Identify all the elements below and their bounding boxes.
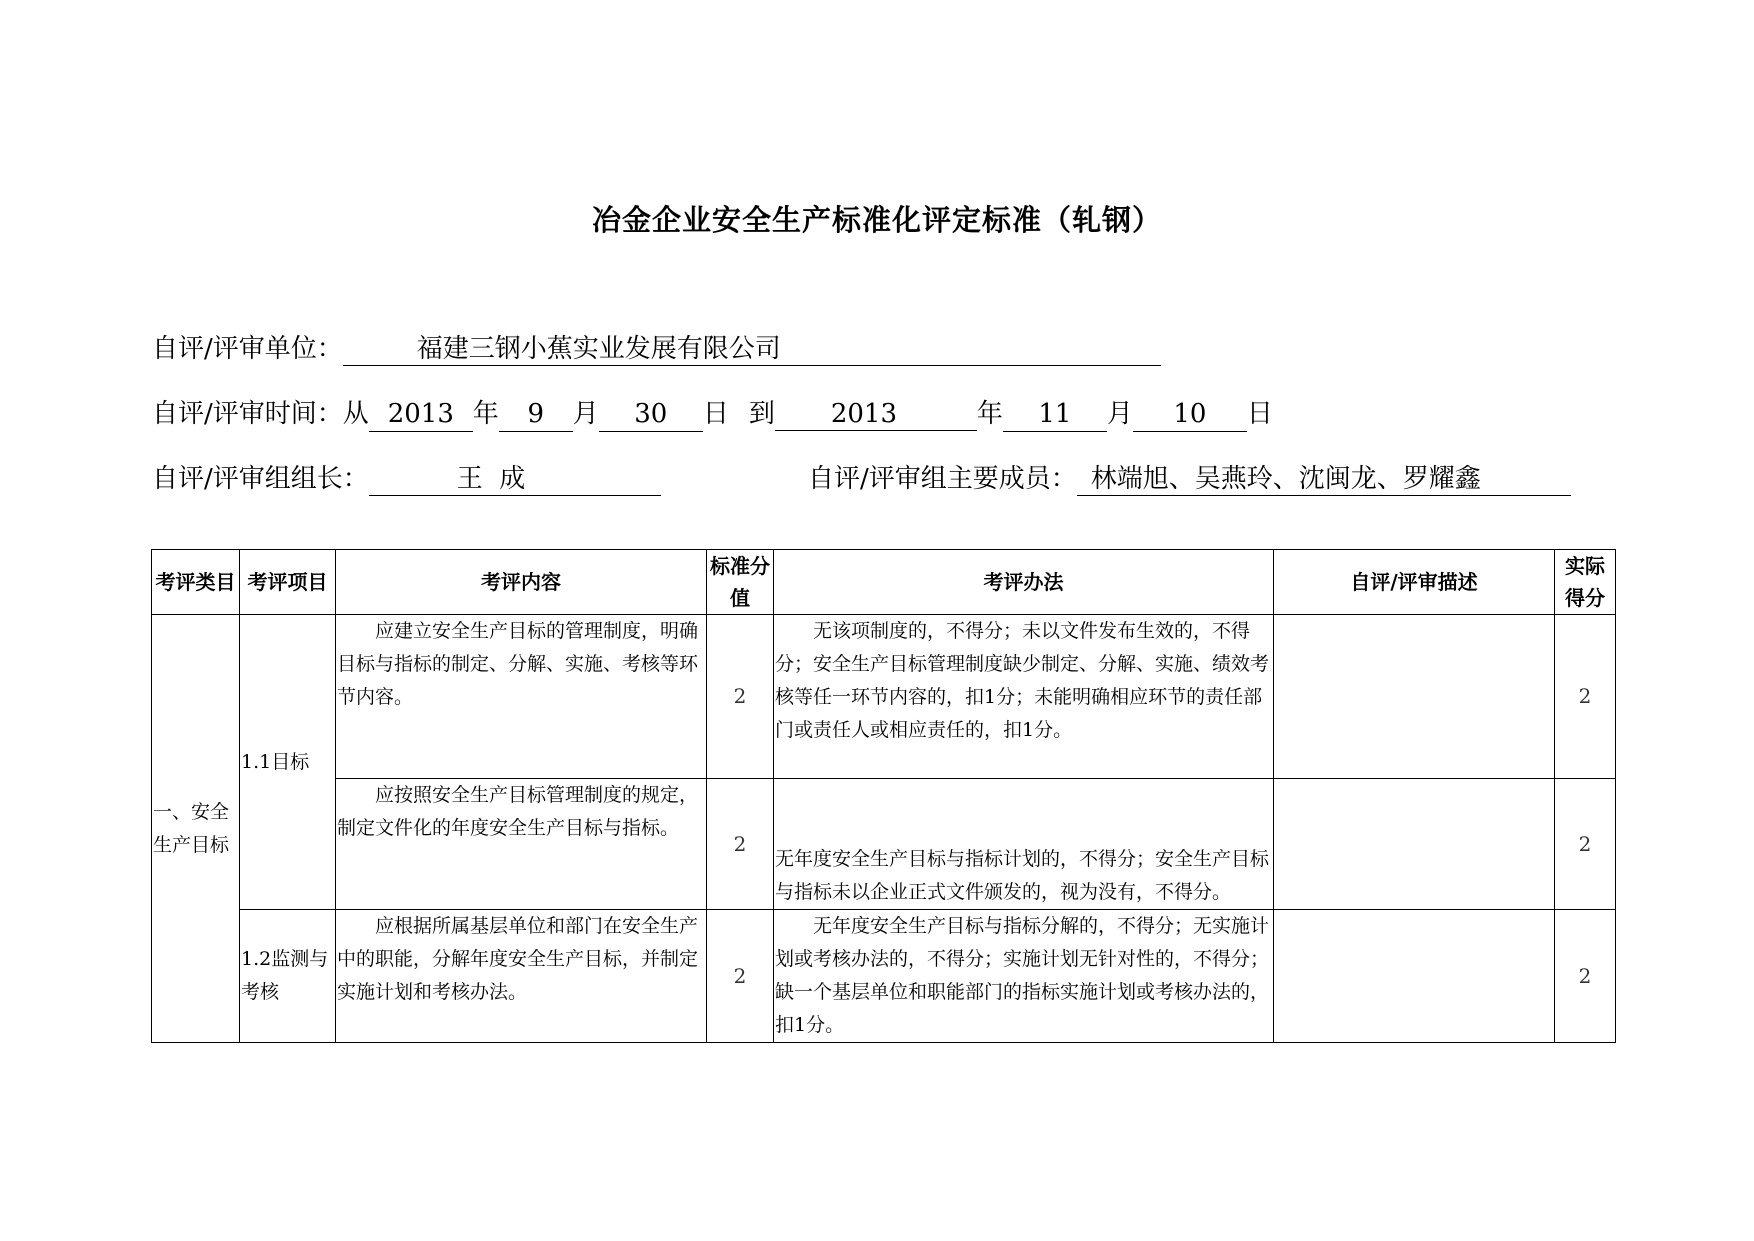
leader-line — [152, 459, 661, 499]
to-month: 11 — [1003, 397, 1107, 432]
item-cell: 1.1目标 — [240, 615, 336, 910]
description-cell — [1274, 779, 1555, 910]
standard-score-cell: 2 — [707, 615, 774, 779]
unit-line — [152, 329, 1161, 369]
time-line — [152, 394, 1273, 434]
method-cell: 无该项制度的，不得分；未以文件发布生效的，不得分；安全生产目标管理制度缺少制定、分解、实施、绩效考核等任一环节内容的，扣1分；未能明确相应环节的责任部门或责任人或相应责任的，扣1分。 — [774, 615, 1274, 779]
leader-value: 王 成 — [369, 462, 661, 496]
content-cell: 应根据所属基层单位和部门在安全生产中的职能，分解年度安全生产目标，并制定实施计划和考核办法。 — [336, 910, 707, 1043]
item-cell: 1.2监测与考核 — [240, 910, 336, 1043]
description-cell — [1274, 910, 1555, 1043]
page-title: 冶金企业安全生产标准化评定标准（轧钢） — [591, 203, 1162, 237]
content-cell: 应建立安全生产目标的管理制度，明确目标与指标的制定、分解、实施、考核等环节内容。 — [336, 615, 707, 779]
header-category: 考评类目 — [152, 550, 240, 615]
header-description: 自评/评审描述 — [1274, 550, 1555, 615]
header-method: 考评办法 — [774, 550, 1274, 615]
table-header-row — [152, 550, 1616, 615]
content-cell: 应按照安全生产目标管理制度的规定，制定文件化的年度安全生产目标与指标。 — [336, 779, 707, 910]
from-month: 9 — [499, 397, 573, 432]
from-year-unit: 年 — [472, 399, 499, 429]
from-day-unit: 日 — [702, 399, 729, 429]
to-month-unit: 月 — [1106, 399, 1133, 429]
unit-value: 福建三钢小蕉实业发展有限公司 — [343, 332, 1161, 366]
to-year-unit: 年 — [976, 399, 1003, 429]
header-item: 考评项目 — [240, 550, 336, 615]
actual-score-cell: 2 — [1555, 910, 1616, 1043]
to-year: 2013 — [775, 397, 977, 431]
header-standard-score: 标准分值 — [707, 550, 774, 615]
actual-score-cell: 2 — [1555, 615, 1616, 779]
table-row — [152, 615, 1616, 779]
unit-label: 自评/评审单位： — [152, 334, 343, 364]
description-cell — [1274, 615, 1555, 779]
method-cell: 无年度安全生产目标与指标计划的，不得分；安全生产目标与指标未以企业正式文件颁发的，视为没有，不得分。 — [774, 779, 1274, 910]
from-day: 30 — [599, 397, 703, 432]
members-value: 林端旭、吴燕玲、沈闽龙、罗耀鑫 — [1077, 462, 1571, 496]
header-content: 考评内容 — [336, 550, 707, 615]
time-label: 自评/评审时间： — [152, 399, 343, 429]
category-cell: 一、安全生产目标 — [152, 615, 240, 1043]
table-row — [152, 910, 1616, 1043]
leader-label: 自评/评审组组长： — [152, 464, 369, 494]
method-cell: 无年度安全生产目标与指标分解的，不得分；无实施计划或考核办法的，不得分；实施计划无针对性的，不得分；缺一个基层单位和职能部门的指标实施计划或考核办法的，扣1分。 — [774, 910, 1274, 1043]
standard-score-cell: 2 — [707, 779, 774, 910]
from-year: 2013 — [369, 397, 473, 432]
to-day-unit: 日 — [1246, 399, 1273, 429]
members-label: 自评/评审组主要成员： — [808, 464, 1077, 494]
header-actual-score: 实际得分 — [1555, 550, 1616, 615]
time-to-label: 到 — [748, 399, 775, 429]
actual-score-cell: 2 — [1555, 779, 1616, 910]
standard-score-cell: 2 — [707, 910, 774, 1043]
from-month-unit: 月 — [572, 399, 599, 429]
members-line — [808, 459, 1571, 499]
evaluation-table — [151, 549, 1616, 1043]
to-day: 10 — [1133, 397, 1247, 432]
table-row — [152, 779, 1616, 910]
time-from-label: 从 — [342, 399, 369, 429]
